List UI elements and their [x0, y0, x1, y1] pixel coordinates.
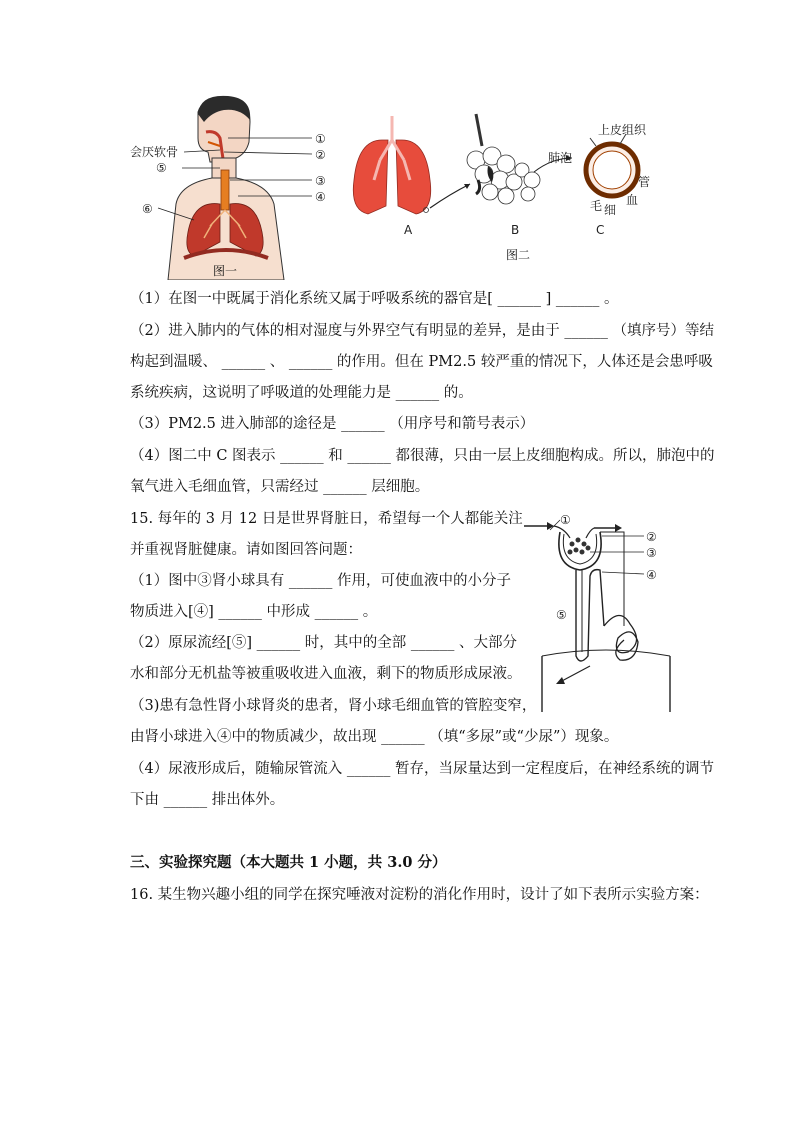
lung-left	[353, 140, 388, 214]
q16-text: 16. 某生物兴趣小组的同学在探究唾液对淀粉的消化作用时，设计了如下表所示实验方案：	[130, 887, 709, 903]
figure-respiratory-system	[128, 92, 343, 280]
label-epithelium: 上皮组织	[598, 123, 647, 137]
q15-intro-line2: 并重视肾脏健康。请如图回答问题：	[130, 542, 362, 558]
nephron-n3: ③	[646, 546, 657, 560]
nephron-n1: ①	[560, 513, 571, 527]
q15-part3-line2: 由肾小球进入④中的物质减少，故出现 ______ （填“多尿”或“少尿”）现象。	[130, 729, 619, 745]
lung-right	[396, 140, 431, 214]
q14-part2-line3: 系统疾病，这说明了呼吸道的处理能力是 ______ 的。	[130, 385, 473, 401]
alveoli-cluster	[467, 147, 540, 204]
q15-part2-line2: 水和部分无机盐等被重吸收进入血液，剩下的物质形成尿液。	[130, 666, 522, 682]
q14-part2-line2: 构起到温暖、 ______ 、 ______ 的作用。但在 PM2.5 较严重的情况下，人体还是会患呼吸	[130, 354, 713, 370]
label-n5: ⑤	[156, 161, 167, 175]
q15-part4-line2: 下由 ______ 排出体外。	[130, 792, 285, 808]
label-guan: 管	[638, 175, 651, 189]
label-n2: ②	[315, 148, 326, 162]
label-alveolus: 肺泡	[548, 151, 573, 165]
label-xi: 细	[604, 203, 617, 217]
q14-part2-line1: （2）进入肺内的气体的相对湿度与外界空气有明显的差异，是由于 ______ （填序号）等结	[130, 323, 714, 339]
label-xue: 血	[626, 193, 639, 207]
label-n6: ⑥	[142, 202, 153, 216]
figure1-caption: 图一	[213, 264, 238, 278]
q15-part1-line2: 物质进入[④] ______ 中形成 ______ 。	[130, 604, 378, 620]
label-C: C	[596, 223, 605, 237]
label-n3: ③	[315, 174, 326, 188]
q14-part1: （1）在图一中既属于消化系统又属于呼吸系统的器官是[ ______ ] ______ 。	[130, 291, 619, 307]
glomerulus	[568, 538, 591, 555]
renal-tubule	[576, 570, 604, 661]
section3-heading: 三、实验探究题（本大题共 1 小题，共 3.0 分）	[130, 854, 447, 871]
label-B: B	[511, 223, 520, 237]
label-A: A	[404, 223, 413, 237]
nephron-n5: ⑤	[556, 608, 567, 622]
figure-lung-alveolus	[346, 110, 666, 258]
figure2-caption: 图二	[506, 248, 531, 262]
q15-part1-line1: （1）图中③肾小球具有 ______ 作用，可使血液中的小分子	[130, 573, 511, 589]
q14-part4-line1: （4）图二中 C 图表示 ______ 和 ______ 都很薄，只由一层上皮细胞构成。所以，肺泡中的	[130, 448, 715, 464]
q15-part3-line1: （3)患有急性肾小球肾炎的患者，肾小球毛细血管的管腔变窄，	[130, 698, 537, 714]
nephron-n2: ②	[646, 530, 657, 544]
q14-part4-line2: 氧气进入毛细血管，只需经过 ______ 层细胞。	[130, 479, 430, 495]
q15-part4-line1: （4）尿液形成后，随输尿管流入 ______ 暂存，当尿量达到一定程度后，在神经系统的调节	[130, 761, 714, 777]
label-mao: 毛	[590, 199, 603, 213]
q14-part3: （3）PM2.5 进入肺部的途径是 ______ （用序号和箭号表示）	[130, 416, 535, 432]
q15-intro-line1: 15. 每年的 3 月 12 日是世界肾脏日，希望每一个人都能关注	[130, 511, 523, 527]
label-epiglottis: 会厌软骨	[130, 145, 179, 159]
figure-nephron	[520, 506, 696, 716]
q15-part2-line1: （2）原尿流经[⑤] ______ 时，其中的全部 ______ 、大部分	[130, 635, 517, 651]
nephron-n4: ④	[646, 568, 657, 582]
label-n1: ①	[315, 132, 326, 146]
label-n4: ④	[315, 190, 326, 204]
